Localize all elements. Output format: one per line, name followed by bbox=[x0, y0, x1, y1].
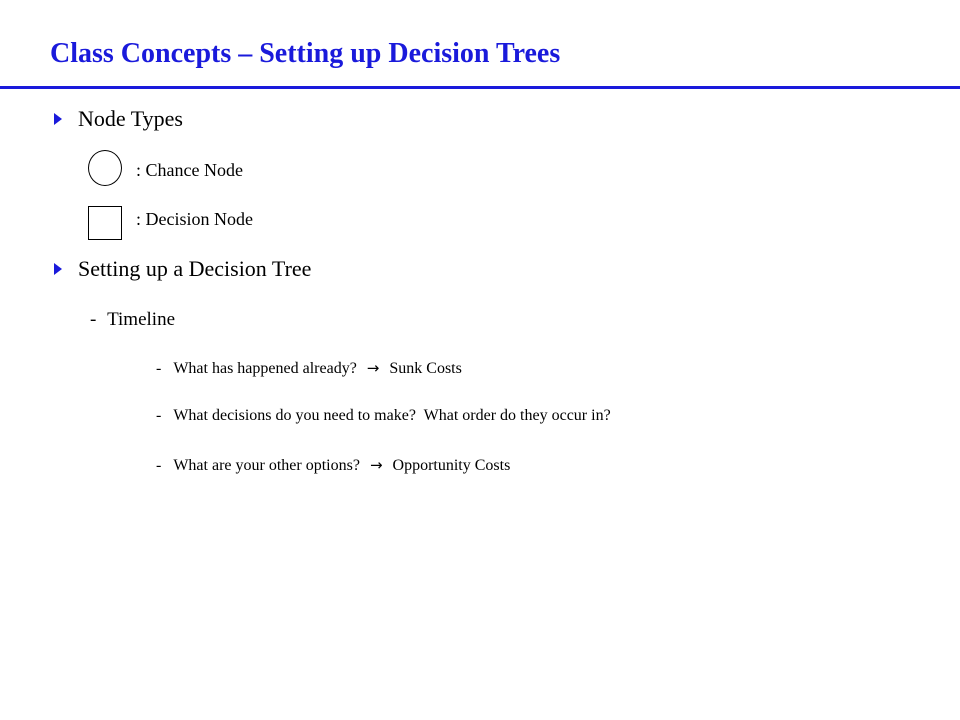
list-item-text: What has happened already? bbox=[173, 360, 357, 377]
list-item-opportunity-costs bbox=[156, 456, 510, 475]
right-arrow-icon: → bbox=[369, 456, 383, 474]
sub-item-timeline bbox=[90, 309, 175, 331]
right-arrow-icon: → bbox=[366, 359, 380, 377]
list-item-result: Sunk Costs bbox=[389, 360, 462, 377]
sub-item-dash: - bbox=[90, 309, 97, 330]
list-item-decisions bbox=[156, 407, 611, 425]
list-item-text: What decisions do you need to make? What order do they occur in? bbox=[173, 407, 611, 424]
chance-node-circle-icon bbox=[88, 150, 122, 186]
chance-node-label: : Chance Node bbox=[136, 160, 243, 180]
title-divider bbox=[0, 86, 960, 89]
sub-item-timeline-label: Timeline bbox=[107, 309, 175, 330]
bullet-arrow-icon bbox=[54, 263, 62, 275]
slide-title: Class Concepts – Setting up Decision Trees bbox=[50, 38, 561, 69]
list-item-result: Opportunity Costs bbox=[392, 457, 511, 474]
bullet-setting-up bbox=[50, 256, 311, 282]
decision-node-square-icon bbox=[88, 206, 122, 240]
list-item-sunk-costs bbox=[156, 359, 462, 378]
bullet-arrow-icon bbox=[54, 113, 62, 125]
bullet-setting-up-label: Setting up a Decision Tree bbox=[78, 256, 312, 281]
bullet-node-types bbox=[50, 106, 183, 132]
list-item-dash: - bbox=[156, 360, 162, 377]
bullet-node-types-label: Node Types bbox=[78, 106, 183, 131]
list-item-dash: - bbox=[156, 457, 162, 474]
decision-node-label: : Decision Node bbox=[136, 209, 253, 229]
list-item-text: What are your other options? bbox=[173, 457, 360, 474]
list-item-dash: - bbox=[156, 407, 162, 424]
